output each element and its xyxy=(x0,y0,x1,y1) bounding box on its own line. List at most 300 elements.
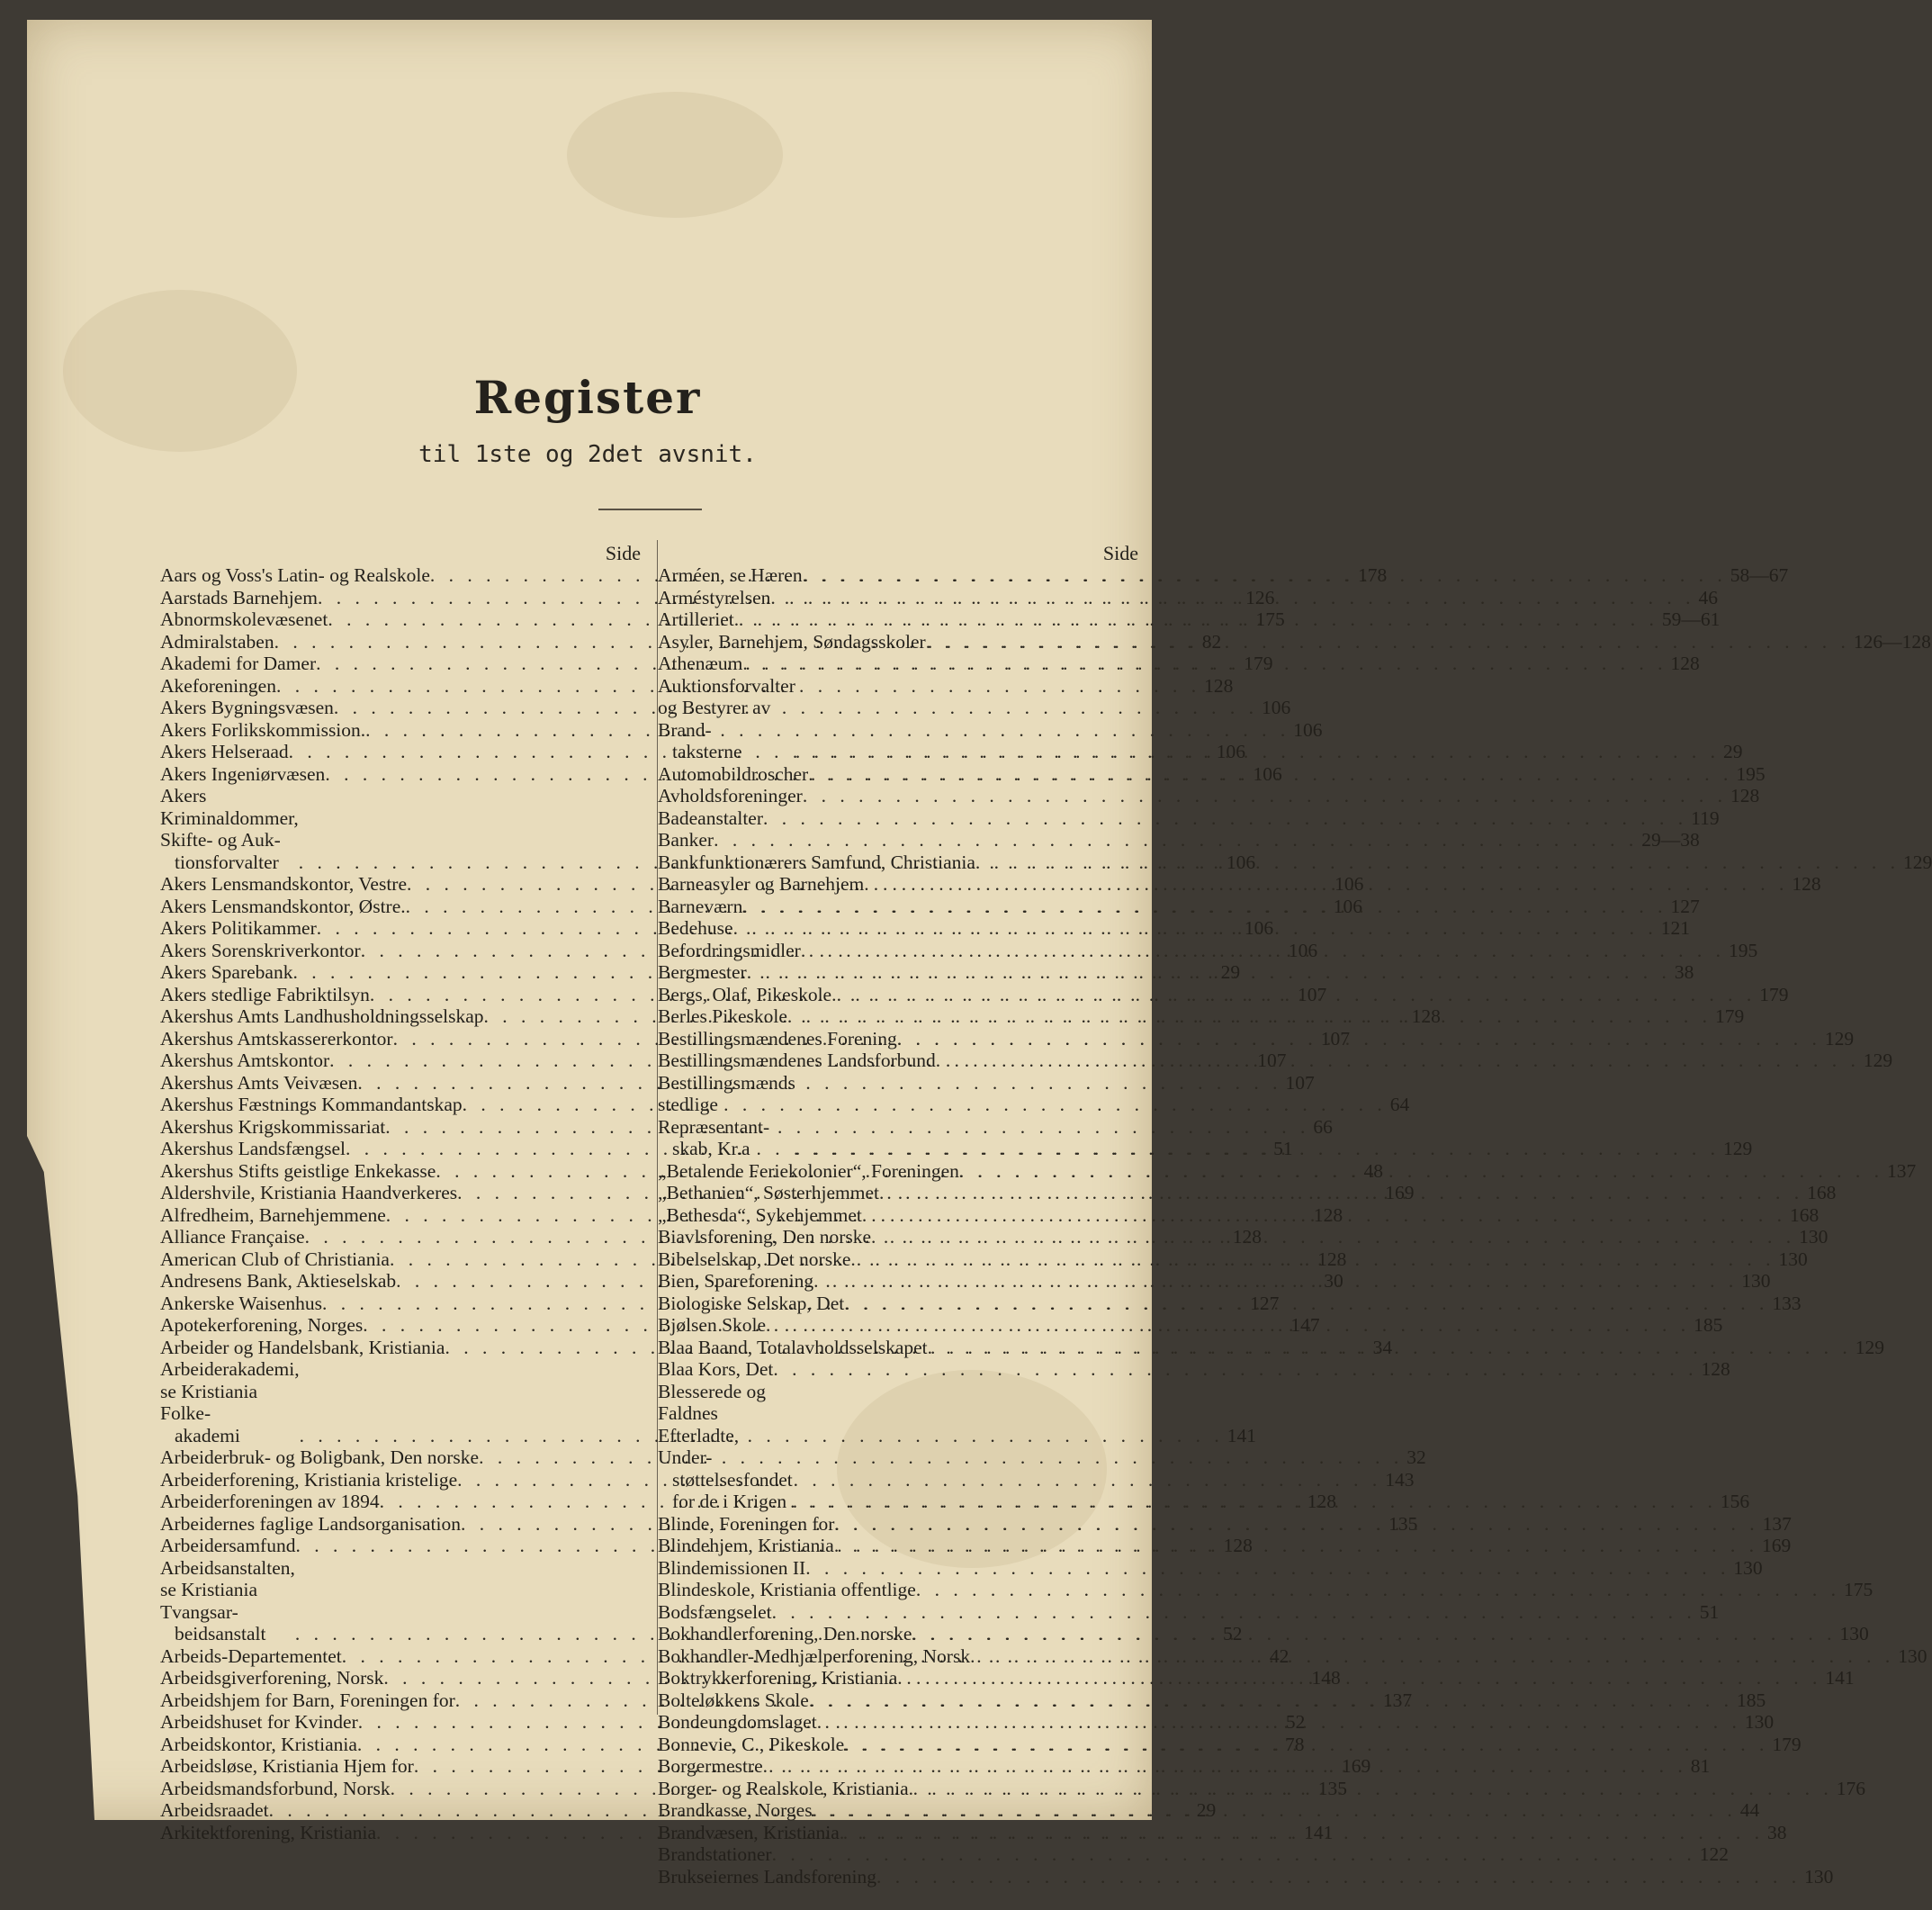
page-subtitle: til 1ste og 2det avsnit. xyxy=(418,441,757,468)
dot-leader xyxy=(975,851,1900,874)
entry-name-text: Arbeidsraadet xyxy=(160,1799,269,1821)
entry-name-text: Blaa Baand, Totalavholdsselskapet xyxy=(658,1336,928,1358)
entry-page-number: 168 xyxy=(1807,1182,1837,1203)
dot-leader xyxy=(813,1270,1738,1293)
entry-name xyxy=(160,1667,383,1689)
entry-name xyxy=(160,1491,380,1513)
dot-leader xyxy=(803,785,1727,807)
index-entry xyxy=(658,1600,1720,1624)
entry-name-text: Bonnevie, C., Pikeskole xyxy=(658,1733,845,1755)
index-entry xyxy=(658,1556,1763,1580)
entry-page-number: 130 xyxy=(1898,1644,1928,1667)
entry-page-number: 29—38 xyxy=(1641,829,1700,851)
entry-name xyxy=(160,1337,445,1359)
entry-name-text: „Betalende Feriekolonier“, Foreningen xyxy=(658,1159,959,1182)
entry-name-text: Akeforeningen xyxy=(160,674,276,697)
entry-page-number: 147 xyxy=(1290,1314,1320,1336)
entry-name xyxy=(658,1866,876,1888)
entry-page-number: 58—67 xyxy=(1730,564,1789,586)
entry-name xyxy=(658,608,734,631)
entry-name-text: Bokhandler-Medhjælperforening, Norsk xyxy=(658,1644,971,1667)
entry-page-number: 185 xyxy=(1736,1689,1766,1711)
entry-name-text: Arbeiderforening, Kristiania kristelige xyxy=(160,1468,458,1491)
entry-name xyxy=(160,1358,300,1446)
entry-name-text: Befordringsmidler xyxy=(658,939,801,961)
entry-name-text: Akers Bygningsvæsen xyxy=(160,697,334,718)
dot-leader xyxy=(742,653,1667,675)
entry-name xyxy=(658,1248,850,1271)
entry-name-text: Akers Forlikskommission. xyxy=(160,718,366,741)
entry-name-text: Arbeidernes faglige Landsorganisation xyxy=(160,1512,461,1535)
entry-name-text: Brandstationer xyxy=(658,1843,772,1865)
entry-name xyxy=(160,741,289,763)
entry-name xyxy=(658,807,763,830)
entry-name-text: Berles Pikeskole xyxy=(658,1005,787,1027)
entry-name xyxy=(160,1778,391,1800)
dot-leader xyxy=(817,1711,1741,1734)
entry-name-text: Bergs, Olaf, Pikeskole xyxy=(658,983,832,1005)
dot-leader xyxy=(959,1160,1883,1183)
entry-name-continuation: støttelsesfondet for de i Krigen xyxy=(672,1468,793,1512)
dot-leader xyxy=(916,1579,1840,1601)
dot-leader xyxy=(864,873,1788,896)
entry-page-number: 29 xyxy=(1196,1799,1217,1821)
entry-name-text: Biologiske Selskap, Det xyxy=(658,1292,845,1314)
dot-leader xyxy=(808,763,1732,786)
entry-name-text: Blindemissionen II xyxy=(658,1556,806,1579)
entry-page-number: 141 xyxy=(1304,1821,1334,1843)
entry-name xyxy=(160,564,430,587)
entry-page-number: 175 xyxy=(1255,608,1285,630)
entry-page-number: 195 xyxy=(1728,939,1758,961)
entry-name xyxy=(160,984,370,1006)
entry-page-number: 129 xyxy=(1824,1027,1855,1050)
entry-name-text: Akers Lensmandskontor, Vestre xyxy=(160,873,408,895)
entry-name-text: Blindehjem, Kristiania xyxy=(658,1535,834,1556)
entry-page-number: 179 xyxy=(1772,1733,1802,1755)
entry-name-text: Akershus Fæstnings Kommandantskap xyxy=(160,1094,463,1115)
entry-page-number: 130 xyxy=(1799,1226,1829,1248)
entry-name-text: Auktionsforvalter og Bestyrer av Brand- xyxy=(658,674,795,741)
entry-page-number: 34 xyxy=(1372,1336,1393,1358)
entry-name-text: Arbeidsanstalten, se Kristiania Tvangsar- xyxy=(160,1556,295,1623)
side-header: Side xyxy=(1102,542,1138,564)
entry-name-continuation: skab, Kr.a xyxy=(672,1138,750,1159)
dot-leader xyxy=(834,1535,1758,1557)
dot-leader xyxy=(813,1799,1737,1822)
entry-page-number: 185 xyxy=(1694,1314,1723,1336)
entry-name-text: Andresens Bank, Aktieselskab xyxy=(160,1270,397,1292)
dot-leader xyxy=(909,1778,1833,1800)
entry-page-number: 130 xyxy=(1839,1623,1869,1644)
dot-leader xyxy=(763,1755,1687,1778)
entry-name-text: Akers Sparebank xyxy=(160,961,293,983)
entry-name xyxy=(160,1446,479,1469)
entry-name xyxy=(160,940,361,962)
entry-name-text: Bokhandlerforening, Den norske xyxy=(658,1623,912,1644)
entry-name-text: Arbeidshuset for Kvinder xyxy=(160,1711,358,1733)
entry-page-number: 46 xyxy=(1698,586,1719,608)
entry-name-text: Avholdsforeninger xyxy=(658,785,803,806)
entry-name xyxy=(160,1028,393,1050)
entry-name xyxy=(658,1778,909,1800)
entry-name xyxy=(160,1050,329,1072)
dot-leader xyxy=(831,984,1756,1006)
entry-page-number: 129 xyxy=(1723,1138,1753,1159)
index-entry xyxy=(160,718,1323,742)
entry-name xyxy=(658,1667,897,1689)
entry-page-number: 126—128 xyxy=(1853,630,1931,653)
entry-name-text: Alfredheim, Barnehjemmene xyxy=(160,1203,386,1226)
entry-page-number: 133 xyxy=(1772,1292,1802,1314)
entry-name xyxy=(658,1182,879,1204)
index-entry xyxy=(160,697,1291,719)
entry-name-text: Akershus Stifts geistlige Enkekasse xyxy=(160,1159,436,1182)
entry-name-text: Bjølsen Skole xyxy=(658,1314,767,1336)
entry-name-text: Arbeiderforeningen av 1894 xyxy=(160,1491,380,1512)
entry-page-number: 106 xyxy=(1293,718,1323,741)
entry-name xyxy=(160,1138,346,1160)
entry-name xyxy=(658,1293,844,1315)
entry-name xyxy=(160,1689,455,1712)
entry-page-number: 137 xyxy=(1887,1159,1917,1182)
entry-name xyxy=(160,1094,463,1116)
entry-page-number: 178 xyxy=(1358,564,1388,586)
index-entry xyxy=(160,1094,1410,1116)
entry-name-text: Akers Lensmandskontor, Østre. xyxy=(160,895,406,917)
entry-name xyxy=(658,1579,916,1601)
entry-page-number: 38 xyxy=(1674,961,1694,983)
entry-name xyxy=(658,1601,772,1624)
entry-page-number: 128 xyxy=(1670,653,1700,674)
dot-leader xyxy=(714,829,1638,851)
entry-name-text: Akershus Amtskassererkontor xyxy=(160,1027,393,1050)
index-entry xyxy=(658,1579,1874,1601)
paper-stain xyxy=(567,92,783,218)
entry-name xyxy=(658,1755,763,1778)
entry-name xyxy=(160,785,299,873)
entry-page-number: 107 xyxy=(1257,1050,1287,1071)
entry-name-continuation: akademi xyxy=(175,1424,240,1446)
entry-name xyxy=(160,1711,358,1734)
entry-page-number: 52 xyxy=(1285,1711,1306,1733)
dot-leader xyxy=(926,631,1850,653)
index-entry xyxy=(658,785,1760,807)
entry-page-number: 129 xyxy=(1855,1336,1884,1358)
entry-name-text: Akademi for Damer xyxy=(160,653,317,674)
entry-name xyxy=(160,873,407,896)
dot-leader xyxy=(928,1337,1852,1359)
dot-leader xyxy=(844,1734,1768,1756)
entry-page-number: 128 xyxy=(1701,1358,1730,1380)
entry-name-text: Bondeungdomslaget xyxy=(658,1711,817,1733)
entry-name-text: Athenæum xyxy=(658,653,743,674)
entry-name-text: Automobildroscher xyxy=(658,762,809,785)
entry-page-number: 121 xyxy=(1660,917,1690,939)
dot-leader xyxy=(803,564,1727,587)
entry-page-number: 51 xyxy=(1273,1138,1293,1159)
entry-page-number: 106 xyxy=(1216,741,1246,762)
entry-page-number: 127 xyxy=(1250,1292,1280,1314)
entry-page-number: 38 xyxy=(1766,1821,1787,1843)
entry-page-number: 141 xyxy=(1825,1667,1855,1689)
entry-name xyxy=(658,653,742,675)
page-title: Register xyxy=(473,371,702,424)
entry-page-number: 156 xyxy=(1720,1491,1750,1512)
dot-leader xyxy=(747,961,1671,984)
entry-page-number: 66 xyxy=(1313,1115,1333,1138)
entry-page-number: 128 xyxy=(1223,1535,1253,1556)
entry-name-text: Bankfunktionærers Samfund, Christiania xyxy=(658,851,975,873)
entry-name xyxy=(658,1358,773,1381)
entry-name xyxy=(658,1734,844,1756)
entry-name-text: Artilleriet xyxy=(658,608,734,630)
entry-page-number: 128 xyxy=(1317,1248,1347,1270)
entry-page-number: 128 xyxy=(1411,1005,1441,1027)
entry-name-text: Admiralstaben xyxy=(160,630,274,653)
entry-name xyxy=(160,1204,386,1227)
index-entry xyxy=(658,1270,1771,1293)
entry-name-text: Abnormskolevæsenet xyxy=(160,608,328,630)
entry-name xyxy=(658,1005,787,1028)
entry-page-number: 179 xyxy=(1244,653,1273,674)
entry-name xyxy=(658,1337,928,1359)
entry-name xyxy=(658,851,975,874)
entry-name xyxy=(160,719,365,742)
dot-leader xyxy=(876,1866,1801,1888)
entry-page-number: 128 xyxy=(1792,873,1821,895)
dot-leader xyxy=(805,1557,1730,1580)
dot-leader xyxy=(772,1601,1696,1624)
entry-name xyxy=(658,1226,871,1248)
entry-page-number: 148 xyxy=(1311,1667,1341,1689)
entry-page-number: 175 xyxy=(1843,1579,1874,1600)
entry-name-text: Bien, Spareforening xyxy=(658,1270,814,1292)
entry-page-number: 122 xyxy=(1699,1843,1729,1865)
entry-name xyxy=(160,1293,322,1315)
entry-name-text: Boktrykkerforening, Kristiania xyxy=(658,1667,898,1689)
entry-page-number: 176 xyxy=(1836,1777,1865,1799)
entry-name xyxy=(160,675,276,698)
entry-page-number: 168 xyxy=(1790,1203,1820,1226)
entry-name-text: Akershus Krigskommissariat xyxy=(160,1115,386,1138)
entry-name xyxy=(658,917,733,940)
entry-page-number: 169 xyxy=(1341,1755,1371,1777)
entry-name-text: Akershus Amtskontor xyxy=(160,1050,330,1071)
entry-page-number: 127 xyxy=(1670,895,1700,917)
entry-name-text: Apotekerforening, Norges xyxy=(160,1314,364,1336)
entry-name xyxy=(160,587,318,609)
entry-name-text: Brandkasse, Norges xyxy=(658,1799,813,1821)
entry-page-number: 52 xyxy=(1223,1623,1243,1644)
entry-name xyxy=(658,1535,834,1557)
dot-leader xyxy=(936,1050,1860,1072)
entry-name-text: Akers Helseraad xyxy=(160,741,289,762)
entry-name-text: Ankerske Waisenhus xyxy=(160,1292,322,1314)
entry-name xyxy=(160,1755,414,1778)
entry-page-number: 42 xyxy=(1269,1644,1289,1667)
entry-name-text: Alliance Française xyxy=(160,1226,305,1248)
dot-leader xyxy=(897,1028,1821,1050)
entry-name-text: Akers Politikammer xyxy=(160,917,317,939)
dot-leader xyxy=(970,1645,1894,1668)
entry-name-text: Blesserede og Faldnes Efterladte, Under- xyxy=(658,1380,767,1468)
entry-name-text: Aars og Voss's Latin- og Realskole xyxy=(160,564,430,586)
entry-name-text: Arbeidsløse, Kristiania Hjem for xyxy=(160,1755,414,1777)
entry-name xyxy=(658,1050,936,1072)
entry-name-text: Blindeskole, Kristiania offentlige xyxy=(658,1579,916,1600)
entry-name-text: Arbeiderakademi, se Kristiania Folke- xyxy=(160,1358,300,1424)
entry-page-number: 169 xyxy=(1385,1182,1415,1203)
entry-page-number: 126 xyxy=(1245,586,1275,608)
dot-leader xyxy=(772,1843,1696,1866)
entry-name-text: Arméen, se Hæren xyxy=(658,564,803,586)
entry-name xyxy=(160,1005,484,1028)
entry-name xyxy=(160,1314,363,1337)
entry-page-number: 106 xyxy=(1244,917,1274,939)
entry-name xyxy=(658,896,742,918)
dot-leader xyxy=(795,1138,1720,1160)
dot-leader xyxy=(840,1822,1764,1844)
entry-page-number: 107 xyxy=(1285,1071,1315,1094)
index-entry xyxy=(658,1843,1729,1866)
entry-page-number: 59—61 xyxy=(1661,608,1721,630)
entry-name-text: Arbeidsmandsforbund, Norsk xyxy=(160,1777,391,1799)
entry-page-number: 51 xyxy=(1699,1600,1720,1623)
entry-name xyxy=(160,1799,269,1822)
entry-name-text: Bolteløkkens Skole xyxy=(658,1689,809,1711)
entry-page-number: 130 xyxy=(1741,1270,1771,1292)
entry-name xyxy=(658,1513,834,1536)
entry-name-text: Arméstyrelsen xyxy=(658,586,771,608)
entry-name xyxy=(658,961,747,984)
entry-name-text: Bestillingsmændenes Forening xyxy=(658,1027,897,1050)
entry-name xyxy=(160,1734,357,1756)
index-entry xyxy=(160,1491,1336,1513)
entry-name-text: Barneasyler og Barnehjem xyxy=(658,873,865,895)
entry-name xyxy=(160,1226,305,1248)
entry-name-text: Bestillingsmændenes Landsforbund xyxy=(658,1050,936,1071)
entry-name xyxy=(658,587,770,609)
entry-name-text: Akershus Amts Landhusholdningsselskap xyxy=(160,1005,484,1027)
dot-leader xyxy=(734,608,1658,631)
entry-page-number: 129 xyxy=(1903,851,1932,873)
entry-name xyxy=(160,917,317,940)
entry-name xyxy=(658,631,926,653)
entry-name-text: Borgermestre xyxy=(658,1755,763,1777)
dot-leader xyxy=(844,1293,1768,1315)
dot-leader xyxy=(850,1248,1775,1271)
entry-name xyxy=(160,1645,342,1668)
index-entry xyxy=(658,1865,1834,1888)
entry-name-text: Arbeidskontor, Kristiania xyxy=(160,1733,357,1755)
entry-page-number: 130 xyxy=(1804,1865,1834,1887)
entry-name xyxy=(658,763,808,786)
entry-page-number: 128 xyxy=(1730,785,1760,806)
entry-name-text: Aarstads Barnehjem xyxy=(160,586,318,608)
entry-name xyxy=(658,1623,912,1645)
entry-page-number: 179 xyxy=(1759,983,1789,1005)
entry-name-text: Arkitektforening, Kristiania xyxy=(160,1821,377,1843)
entry-page-number: 106 xyxy=(1226,851,1256,873)
entry-name-text: Badeanstalter xyxy=(658,806,764,829)
entry-name xyxy=(658,1270,813,1293)
dot-leader xyxy=(793,1491,1717,1513)
entry-name xyxy=(160,1513,461,1536)
dot-leader xyxy=(809,1689,1733,1712)
entry-name xyxy=(658,1799,813,1822)
index-entry xyxy=(160,674,1234,698)
entry-page-number: 128 xyxy=(1307,1491,1336,1512)
entry-name xyxy=(160,961,292,984)
entry-page-number: 82 xyxy=(1201,630,1222,653)
entry-page-number: 128 xyxy=(1204,674,1234,697)
entry-name-text: Bergmester xyxy=(658,961,747,983)
entry-page-number: 107 xyxy=(1298,983,1327,1005)
entry-name-text: American Club of Christiania xyxy=(160,1248,390,1270)
entry-page-number: 30 xyxy=(1324,1270,1343,1292)
entry-name-text: Akers Sorenskriverkontor xyxy=(160,939,361,961)
entry-name xyxy=(658,564,803,587)
dot-leader xyxy=(742,896,1667,918)
entry-page-number: 29 xyxy=(1722,741,1743,762)
entry-name xyxy=(160,608,328,631)
entry-page-number: 128 xyxy=(1232,1226,1262,1248)
entry-page-number: 106 xyxy=(1288,939,1318,961)
entry-name-text: Bodsfængselet xyxy=(658,1600,772,1623)
dot-leader xyxy=(763,807,1687,830)
index-entry xyxy=(658,829,1700,851)
side-header: Side xyxy=(605,542,641,564)
entry-name-text: Akers Kriminaldommer, Skifte- og Auk- xyxy=(160,785,299,851)
entry-name-text: Arbeidersamfund xyxy=(160,1535,296,1556)
entry-name xyxy=(658,1204,862,1227)
entry-page-number: 119 xyxy=(1691,806,1720,829)
index-entry xyxy=(658,1358,1730,1381)
entry-name xyxy=(658,1822,840,1844)
entry-page-number: 137 xyxy=(1762,1512,1792,1535)
entry-name-text: Akers stedlige Fabriktilsyn xyxy=(160,983,370,1005)
entry-name-text: Arbeidshjem for Barn, Foreningen for xyxy=(160,1689,455,1711)
entry-name-text: Asyler, Barnehjem, Søndagsskoler xyxy=(658,630,926,653)
entry-page-number: 128 xyxy=(1313,1203,1343,1226)
index-entry xyxy=(160,1446,1426,1469)
entry-name-continuation: tionsforvalter xyxy=(175,851,279,873)
entry-name xyxy=(658,1160,959,1183)
entry-name xyxy=(160,1116,385,1139)
dot-leader xyxy=(912,1623,1836,1645)
entry-name-text: Akershus Landsfængsel xyxy=(160,1138,346,1159)
entry-name xyxy=(160,1182,457,1204)
entry-name-text: Blaa Kors, Det xyxy=(658,1358,774,1380)
entry-name xyxy=(658,1557,805,1580)
dot-leader xyxy=(879,1182,1803,1204)
entry-name xyxy=(658,1711,817,1734)
entry-name xyxy=(160,1535,295,1557)
entry-name xyxy=(160,1248,390,1271)
index-entry xyxy=(160,1115,1333,1139)
dot-leader xyxy=(897,1667,1821,1689)
dot-leader xyxy=(773,1358,1697,1381)
entry-name-text: Aldershvile, Kristiania Haandverkeres xyxy=(160,1182,458,1203)
dot-leader xyxy=(770,587,1694,609)
entry-page-number: 135 xyxy=(1388,1512,1418,1535)
entry-name xyxy=(160,1469,457,1491)
entry-page-number: 141 xyxy=(1227,1424,1256,1446)
entry-page-number: 78 xyxy=(1285,1733,1305,1755)
entry-name xyxy=(160,631,274,653)
dot-leader xyxy=(787,1005,1712,1028)
